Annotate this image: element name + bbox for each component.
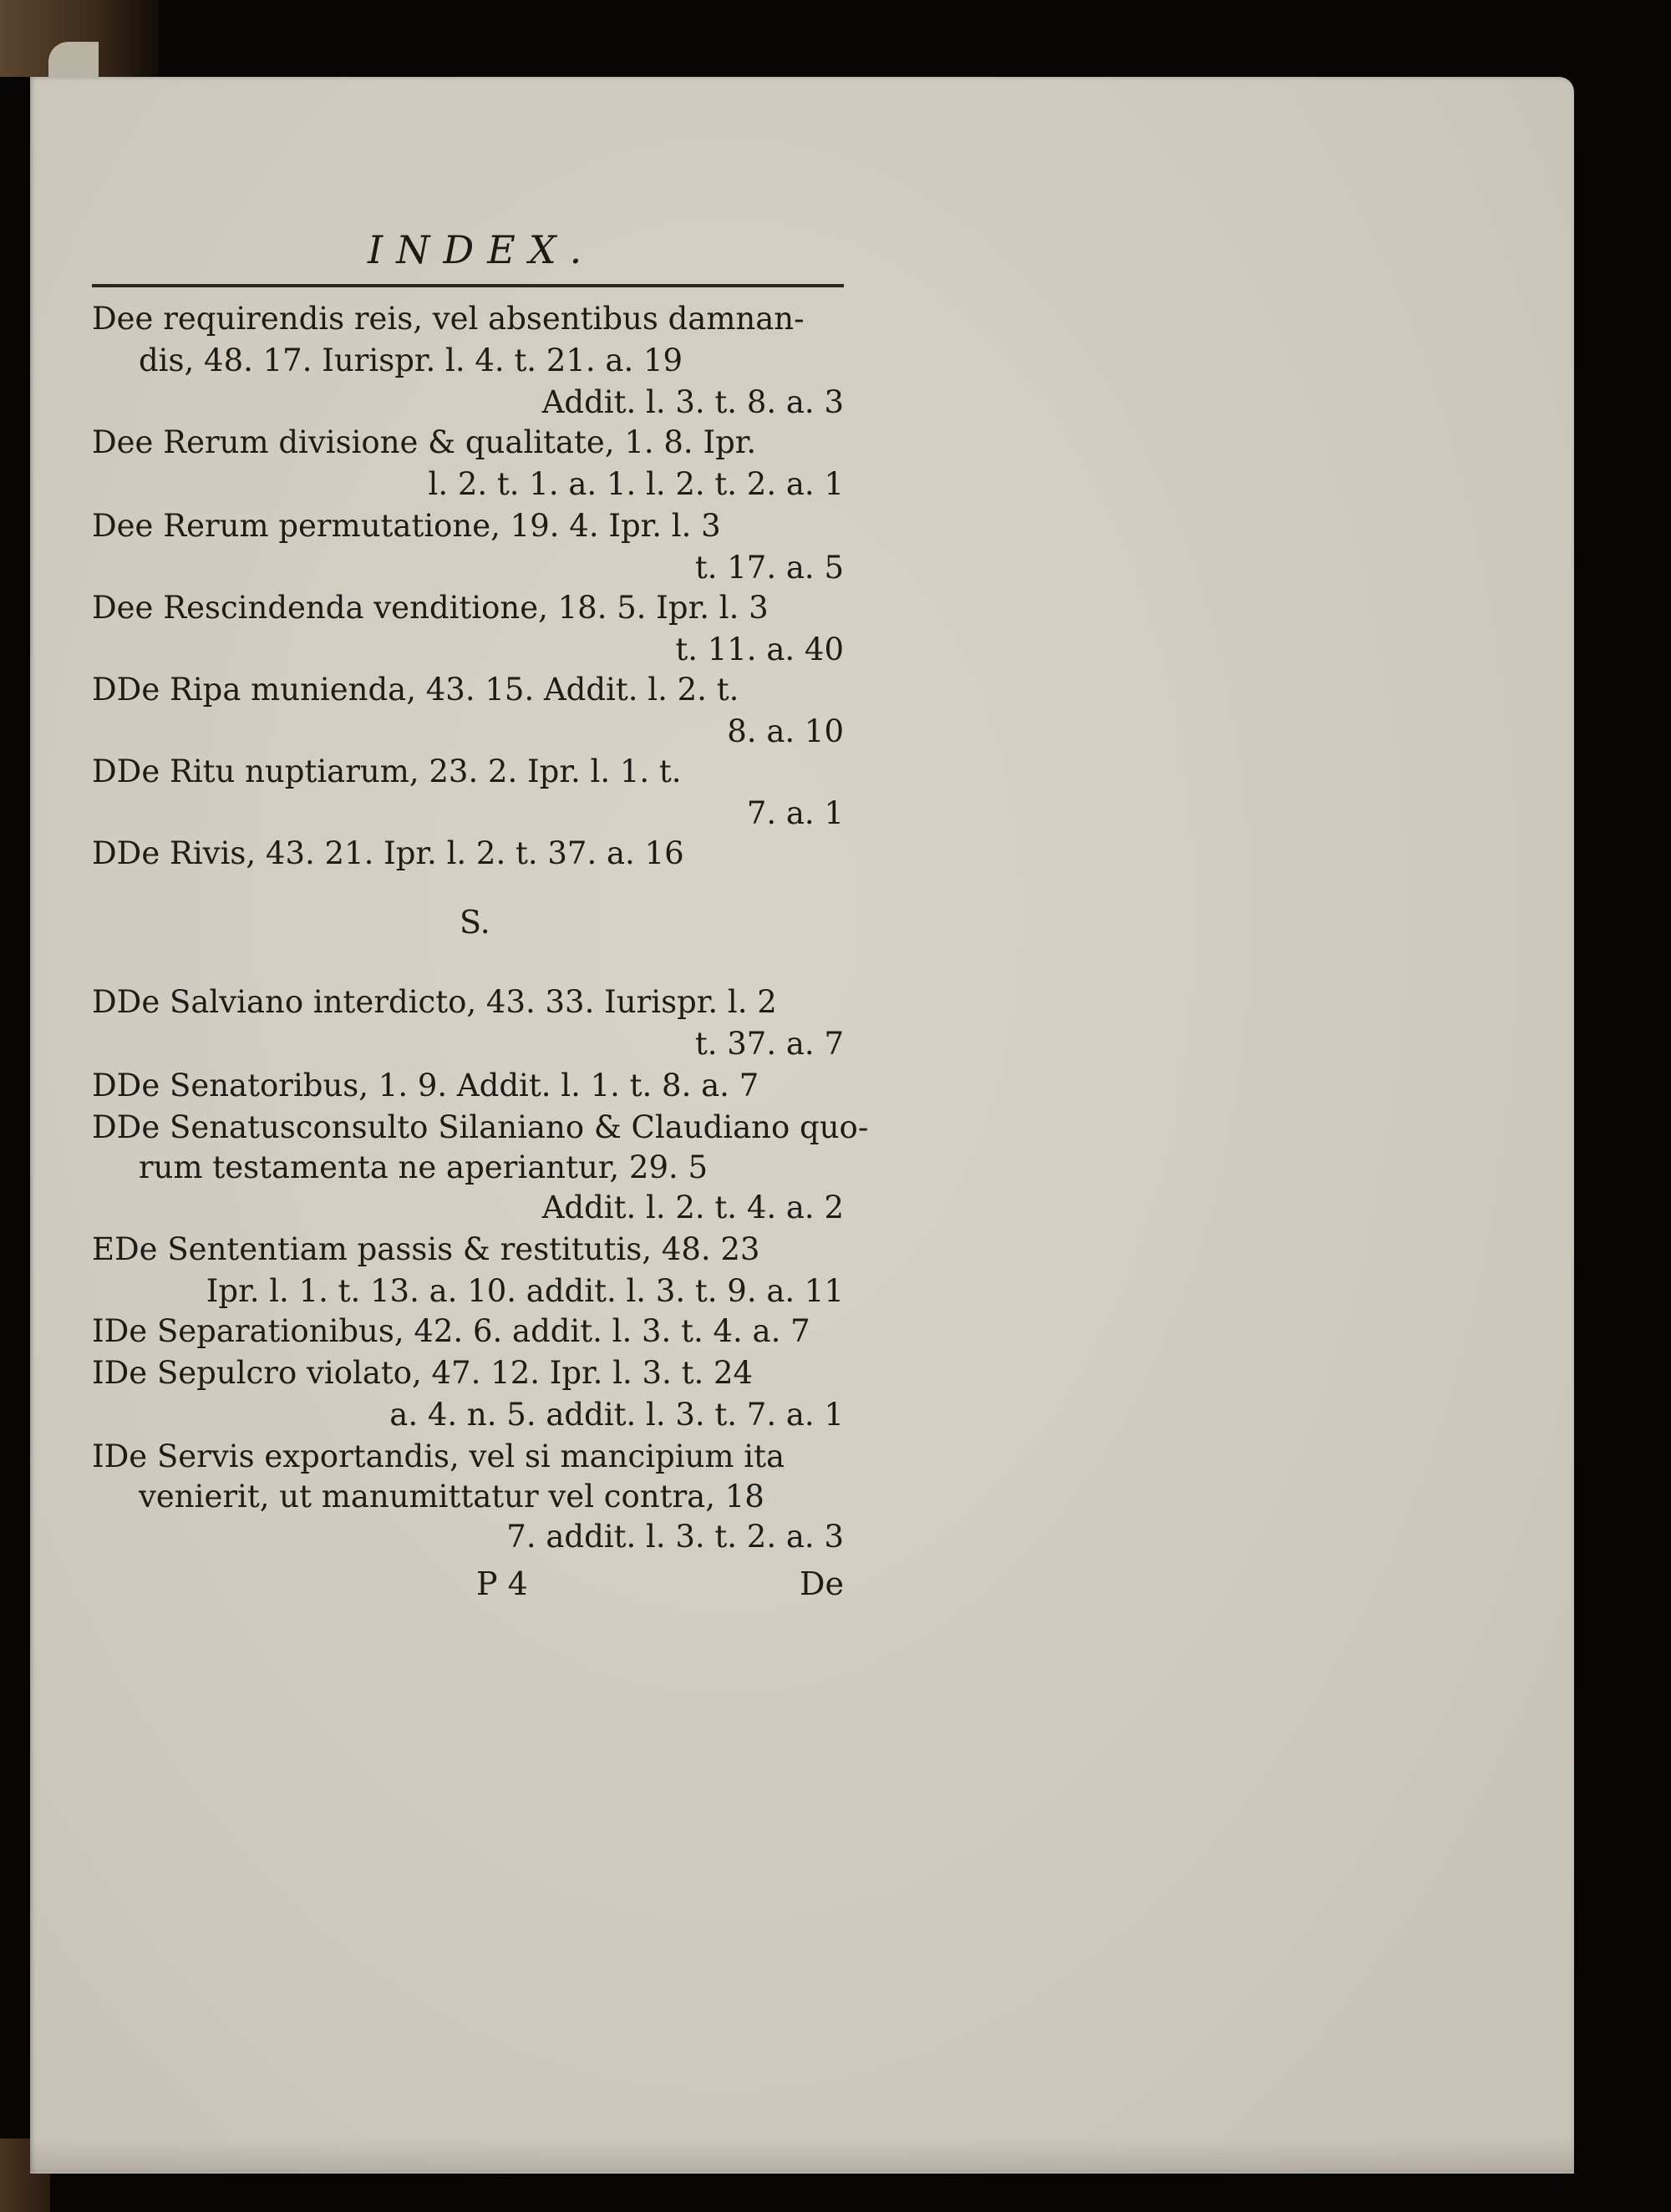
index-entry-line bbox=[92, 464, 844, 505]
entry-text: EDe Sententiam passis & restitutis, 48. 23 bbox=[92, 1231, 760, 1267]
index-entry-line bbox=[92, 1271, 844, 1311]
entry-text: DDe Senatoribus, 1. 9. Addit. l. 1. t. 8. a. 7 bbox=[92, 1068, 759, 1103]
page-bottom-edge bbox=[30, 2138, 1574, 2172]
entry-text: t. 11. a. 40 bbox=[675, 632, 844, 667]
signature-mark: P 4 bbox=[476, 1565, 528, 1602]
index-entry-line bbox=[92, 299, 844, 339]
index-entry-line bbox=[92, 383, 844, 423]
entry-text: 8. a. 10 bbox=[727, 713, 844, 749]
entry-text: Dee Rerum permutatione, 19. 4. Ipr. l. 3 bbox=[92, 508, 721, 544]
entry-text: t. 37. a. 7 bbox=[694, 1026, 844, 1062]
index-entry-line bbox=[92, 506, 844, 546]
index-entry-line bbox=[92, 1188, 844, 1228]
index-entry-line bbox=[92, 982, 844, 1022]
index-entry-line bbox=[92, 1437, 844, 1477]
entry-text: IDe Sepulcro violato, 47. 12. Ipr. l. 3. t. 24 bbox=[92, 1355, 754, 1391]
entry-text: Dee Rerum divisione & qualitate, 1. 8. Ipr. bbox=[92, 424, 757, 460]
index-entry-line bbox=[92, 630, 844, 670]
entry-text: IDe Separationibus, 42. 6. addit. l. 3. t. 4. a. 7 bbox=[92, 1313, 810, 1349]
catchword: De bbox=[800, 1565, 844, 1602]
running-head: INDEX. bbox=[368, 227, 596, 272]
index-entry-line bbox=[92, 1108, 869, 1148]
entry-text: Addit. l. 2. t. 4. a. 2 bbox=[541, 1190, 844, 1225]
entry-text: DDe Ritu nuptiarum, 23. 2. Ipr. l. 1. t. bbox=[92, 753, 682, 789]
entry-text: a. 4. n. 5. addit. l. 3. t. 7. a. 1 bbox=[389, 1397, 844, 1433]
index-entry-line bbox=[92, 423, 844, 463]
entry-text: venierit, ut manumittatur vel contra, 18 bbox=[139, 1479, 764, 1514]
index-entry-line bbox=[92, 1230, 844, 1270]
entry-text: DDe Senatusconsulto Silaniano & Claudiano quo- bbox=[92, 1109, 869, 1145]
previous-leaf-corner bbox=[48, 42, 99, 77]
entry-text: l. 2. t. 1. a. 1. l. 2. t. 2. a. 1 bbox=[428, 466, 844, 502]
entry-text: DDe Rivis, 43. 21. Ipr. l. 2. t. 37. a. 16 bbox=[92, 835, 684, 871]
entry-text: Addit. l. 3. t. 8. a. 3 bbox=[541, 384, 844, 420]
index-entry-line bbox=[139, 341, 844, 381]
index-entry-line bbox=[92, 588, 844, 628]
index-entry-line bbox=[92, 670, 844, 710]
entry-text: 7. addit. l. 3. t. 2. a. 3 bbox=[506, 1519, 844, 1555]
index-entry-line bbox=[92, 794, 844, 834]
section-letter: S. bbox=[460, 904, 490, 941]
index-entry-line bbox=[92, 548, 844, 588]
entry-text: t. 17. a. 5 bbox=[694, 550, 844, 586]
index-entry-line bbox=[92, 834, 844, 874]
index-entry-line bbox=[92, 1024, 844, 1064]
index-entry-line bbox=[92, 1353, 844, 1393]
page-footer bbox=[92, 1562, 844, 1606]
entry-text: Dee requirendis reis, vel absentibus damnan- bbox=[92, 301, 805, 337]
header-rule bbox=[92, 284, 844, 287]
index-entry-line bbox=[92, 1066, 844, 1106]
entry-text: Dee Rescindenda venditione, 18. 5. Ipr. l. 3 bbox=[92, 590, 769, 626]
entry-text: dis, 48. 17. Iurispr. l. 4. t. 21. a. 19 bbox=[139, 342, 683, 378]
index-entry-line bbox=[92, 1311, 844, 1352]
index-entry-line bbox=[139, 1477, 844, 1517]
index-entry-line bbox=[92, 1395, 844, 1435]
entry-text: IDe Servis exportandis, vel si mancipium ita bbox=[92, 1438, 785, 1474]
entry-text: 7. a. 1 bbox=[746, 795, 844, 831]
index-entry-line bbox=[92, 1517, 844, 1557]
index-entry-line bbox=[139, 1148, 844, 1188]
entry-text: DDe Ripa munienda, 43. 15. Addit. l. 2. t. bbox=[92, 672, 739, 708]
index-entry-line bbox=[92, 752, 844, 792]
entry-text: rum testamenta ne aperiantur, 29. 5 bbox=[139, 1149, 709, 1185]
entry-text: DDe Salviano interdicto, 43. 33. Iurispr. l. 2 bbox=[92, 984, 777, 1020]
index-entry-line bbox=[92, 712, 844, 752]
entry-text: Ipr. l. 1. t. 13. a. 10. addit. l. 3. t. 9. a. 11 bbox=[206, 1273, 844, 1309]
